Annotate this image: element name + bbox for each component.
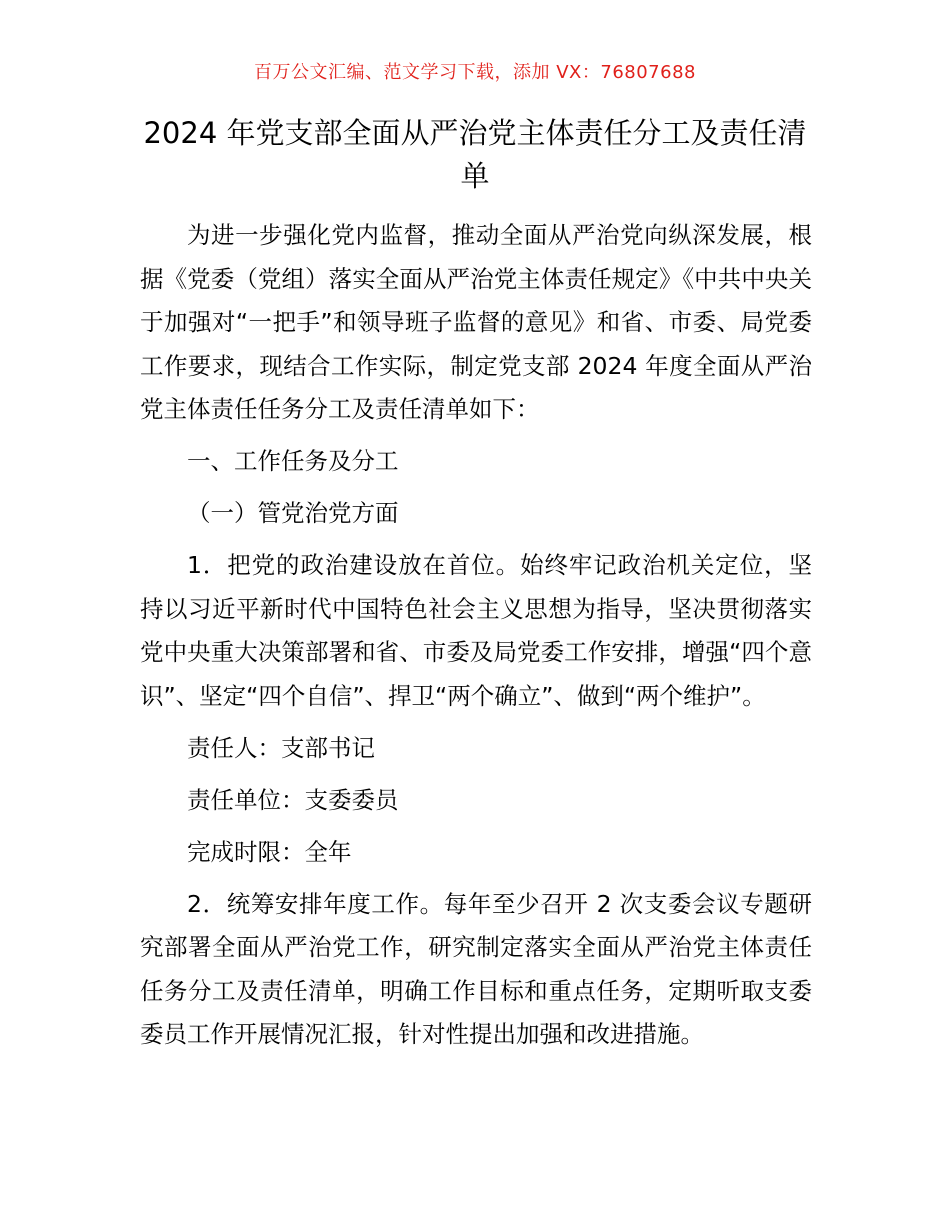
document-title: 2024 年党支部全面从严治党主体责任分工及责任清单 [143, 116, 807, 193]
intro-paragraph: 为进一步强化党内监督，推动全面从严治党向纵深发展，根据《党委（党组）落实全面从严治党主体责任规定》《中共中央关于加强对“一把手”和领导班子监督的意见》和省、市委、局党委工作要求，现结合工作实际，制定党支部 2024 年度全面从严治党主体责任任务分工及责任清单如下： [140, 221, 812, 423]
subsection-heading: （一）管党治党方面 [187, 499, 399, 527]
item-1-responsible-person: 责任人：支部书记 [187, 733, 375, 762]
item-2-paragraph: 2．统筹安排年度工作。每年至少召开 2 次支委会议专题研究部署全面从严治党工作，研究制定落实全面从严治党主体责任任务分工及责任清单，明确工作目标和重点任务，定期听取支委委员工作开展情况汇报，针对性提出加强和改进措施。 [140, 889, 812, 1048]
section-heading: 一、工作任务及分工 [187, 447, 399, 475]
item-1-responsible-unit: 责任单位：支委委员 [187, 785, 399, 814]
item-1-deadline: 完成时限：全年 [187, 837, 352, 866]
watermark-header: 百万公文汇编、范文学习下载，添加 VX：76807688 [254, 62, 696, 83]
document-body [140, 214, 812, 1065]
item-1-paragraph: 1．把党的政治建设放在首位。始终牢记政治机关定位，坚持以习近平新时代中国特色社会主义思想为指导，坚决贯彻落实党中央重大决策部署和省、市委及局党委工作安排，增强“四个意识”、坚定“四个自信”、捍卫“两个确立”、做到“两个维护”。 [140, 551, 812, 710]
